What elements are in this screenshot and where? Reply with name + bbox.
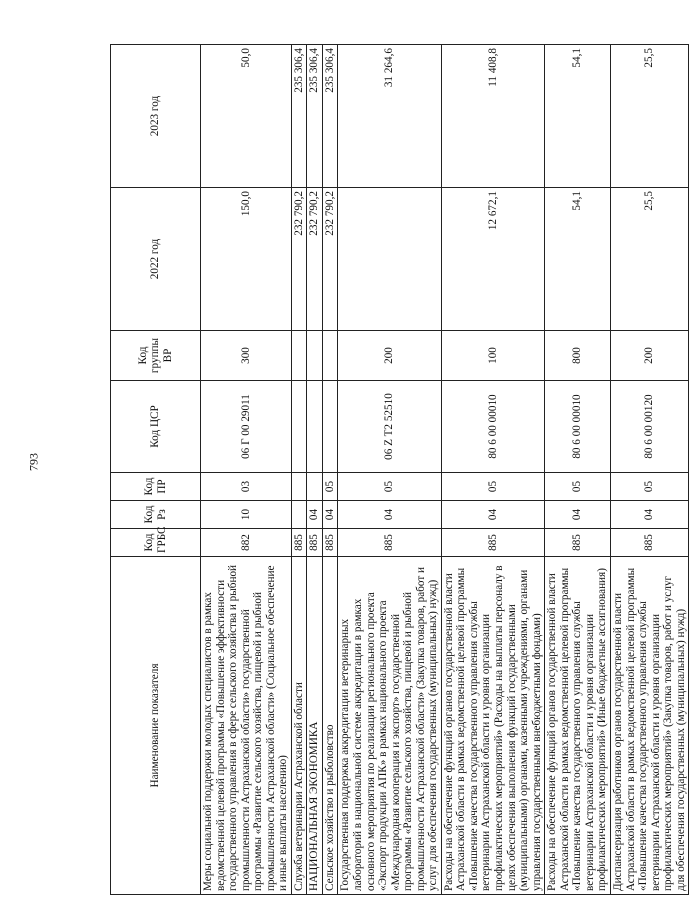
header-name: Наименование показателя: [111, 557, 201, 895]
cell-2022: 150,0: [201, 188, 292, 331]
cell-vr: [322, 331, 338, 381]
header-csr: Код ЦСР: [111, 381, 201, 473]
cell-pr: 03: [201, 473, 292, 501]
cell-rz: 10: [201, 501, 292, 529]
cell-csr: 06 Z T2 52510: [338, 381, 441, 473]
header-2023: 2023 год: [111, 45, 201, 188]
cell-grbs: 885: [291, 529, 307, 557]
cell-pr: [307, 473, 323, 501]
cell-csr: [307, 381, 323, 473]
cell-csr: [322, 381, 338, 473]
budget-table-rotated: [110, 45, 687, 895]
cell-pr: 05: [338, 473, 441, 501]
table-row: [307, 45, 323, 895]
cell-rz: 04: [610, 501, 688, 529]
header-grbs: Код ГРБС: [111, 529, 201, 557]
cell-rz: 04: [338, 501, 441, 529]
cell-name: НАЦИОНАЛЬНАЯ ЭКОНОМИКА: [307, 557, 323, 895]
cell-2023: 50,0: [201, 45, 292, 188]
cell-vr: [291, 331, 307, 381]
cell-2023: 31 264,6: [338, 45, 441, 188]
header-vr: Код группы ВР: [111, 331, 201, 381]
cell-grbs: 885: [338, 529, 441, 557]
cell-2023: 235 306,4: [291, 45, 307, 188]
cell-rz: [291, 501, 307, 529]
cell-vr: 200: [610, 331, 688, 381]
cell-csr: 80 6 00 00010: [545, 381, 611, 473]
cell-vr: 200: [338, 331, 441, 381]
cell-pr: 05: [610, 473, 688, 501]
cell-2022: 12 672,1: [441, 188, 544, 331]
table-row: [545, 45, 611, 895]
cell-vr: 800: [545, 331, 611, 381]
cell-grbs: 882: [201, 529, 292, 557]
cell-grbs: 885: [307, 529, 323, 557]
cell-vr: 100: [441, 331, 544, 381]
cell-2022: 232 790,2: [307, 188, 323, 331]
cell-vr: 300: [201, 331, 292, 381]
header-2022: 2022 год: [111, 188, 201, 331]
table-row: [201, 45, 292, 895]
header-rz: Код Рз: [111, 501, 201, 529]
cell-2023: 235 306,4: [307, 45, 323, 188]
cell-pr: 05: [441, 473, 544, 501]
cell-name: Государственная поддержка аккредитации ветеринарных лабораторий в национальной системе аккредитации в рамках основного мероприятия по реализации регионального проекта «Экспорт продукции АПК» в рамках национального проекта «Международная кооперация и экспорт» государственной программы «Развитие сельского хозяйства, пищевой и рыбной промышленности Астраханской области» (Закупка товаров, работ и услуг для обеспечения государственных (муниципальных) нужд): [338, 557, 441, 895]
cell-csr: 80 6 00 00120: [610, 381, 688, 473]
cell-2023: 54,1: [545, 45, 611, 188]
cell-name: Служба ветеринарии Астраханской области: [291, 557, 307, 895]
cell-name: Диспансеризация работников органов государственной власти Астраханской области в рамках ведомственной целевой программы «Повышение качества государственного управления службы ветеринарии Астраханской области и уровня организации профилактических мероприятий» (Закупка товаров, работ и услуг для обеспечения государственных (муниципальных) нужд): [610, 557, 688, 895]
cell-2022: 25,5: [610, 188, 688, 331]
table-row: [322, 45, 338, 895]
cell-name: Сельское хозяйство и рыболовство: [322, 557, 338, 895]
cell-pr: [291, 473, 307, 501]
page-number: 793: [26, 453, 41, 471]
table-row: [610, 45, 688, 895]
cell-2022: 232 790,2: [322, 188, 338, 331]
cell-grbs: 885: [610, 529, 688, 557]
cell-2022: 232 790,2: [291, 188, 307, 331]
cell-rz: 04: [545, 501, 611, 529]
cell-2023: 11 408,8: [441, 45, 544, 188]
cell-2023: 235 306,4: [322, 45, 338, 188]
header-row: [111, 45, 201, 895]
cell-2023: 25,5: [610, 45, 688, 188]
cell-rz: 04: [322, 501, 338, 529]
cell-pr: 05: [545, 473, 611, 501]
cell-grbs: 885: [545, 529, 611, 557]
cell-grbs: 885: [441, 529, 544, 557]
cell-grbs: 885: [322, 529, 338, 557]
cell-name: Расходы на обеспечение функций органов государственной власти Астраханской области в рамках ведомственной целевой программы «Повышение качества государственного управления службы ветеринарии Астраханской области и уровня организации профилактических мероприятий» (Иные бюджетные ассигнования): [545, 557, 611, 895]
cell-2022: 54,1: [545, 188, 611, 331]
cell-vr: [307, 331, 323, 381]
cell-name: Меры социальной поддержки молодых специалистов в рамках ведомственной целевой программы «Повышение эффективности государственного управления в сфере сельского хозяйства и рыбной промышленности Астраханской области» государственной программы «Развитие сельского хозяйства, пищевой и рыбной промышленности Астраханской области» (Социальное обеспечение и иные выплаты населению): [201, 557, 292, 895]
cell-csr: 80 6 00 00010: [441, 381, 544, 473]
cell-2022: [338, 188, 441, 331]
cell-name: Расходы на обеспечение функций органов государственной власти Астраханской области в рамках ведомственной целевой программы «Повышение качества государственного управления службы ветеринарии Астраханской области и уровня организации профилактических мероприятий» (Расходы на выплаты персоналу в целях обеспечения выполнения функций государственными (муниципальными) органами, казенными учреждениями, органами управления государственными внебюджетными фондами): [441, 557, 544, 895]
cell-pr: 05: [322, 473, 338, 501]
cell-rz: 04: [441, 501, 544, 529]
cell-rz: 04: [307, 501, 323, 529]
cell-csr: [291, 381, 307, 473]
header-pr: Код ПР: [111, 473, 201, 501]
table-row: [338, 45, 441, 895]
table-row: [441, 45, 544, 895]
table-row: [291, 45, 307, 895]
budget-table: [110, 44, 689, 895]
cell-csr: 06 Г 00 29011: [201, 381, 292, 473]
